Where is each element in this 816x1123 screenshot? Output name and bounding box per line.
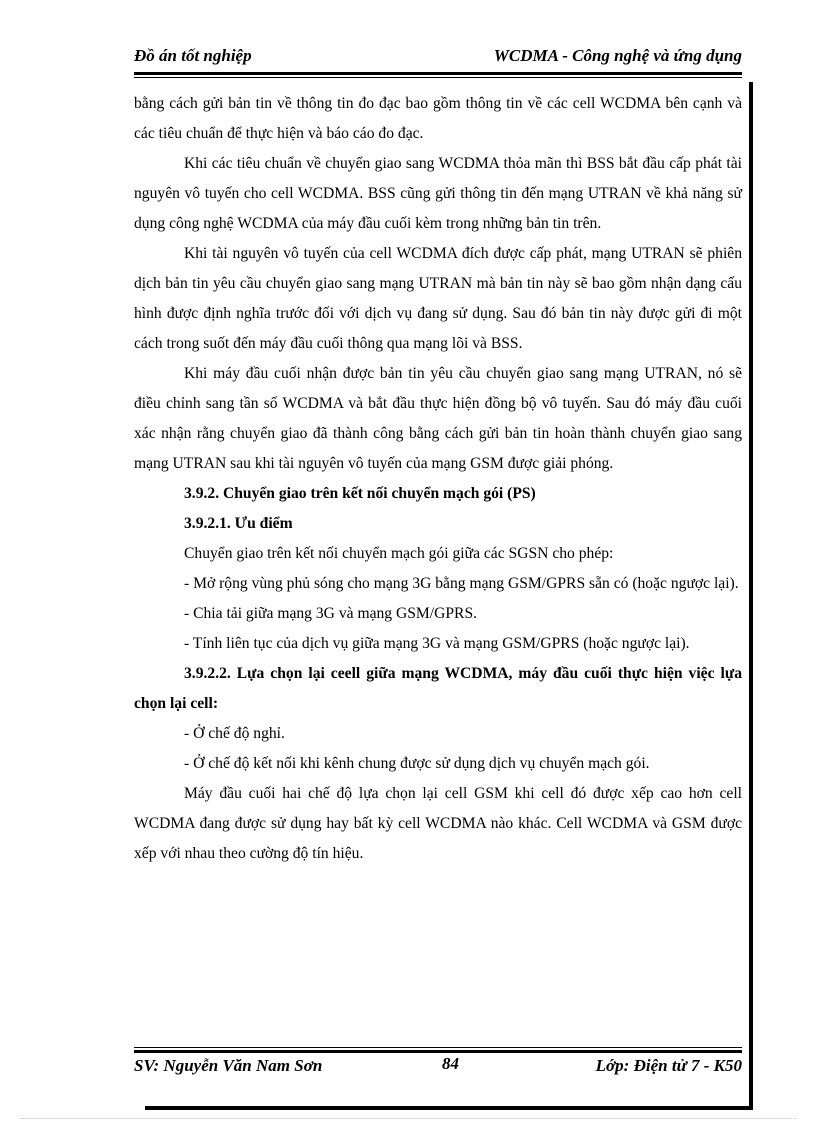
bullet-5: - Ở chế độ kết nối khi kênh chung được sử dụng dịch vụ chuyển mạch gói. [184,755,650,772]
footer-class-name: Lớp: Điện tử 7 - K50 [595,1056,742,1075]
header-title-left: Đồ án tốt nghiệp [134,46,252,65]
bullet-4: - Ở chế độ nghỉ. [184,725,285,742]
page-number: 84 [442,1054,459,1073]
footer-rule-thin [134,1047,742,1048]
page-footer [134,1054,742,1080]
section-heading-3-9-2-2: 3.9.2.2. Lựa chọn lại ceell giữa mạng WCDMA, máy đầu cuối thực hiện việc lựa chọn lại cell: [134,665,742,712]
page-body [134,89,742,869]
section-heading-3-9-2: 3.9.2. Chuyển giao trên kết nối chuyển mạch gói (PS) [184,485,536,502]
paragraph-4: Khi máy đầu cuối nhận được bản tin yêu cầu chuyển giao sang mạng UTRAN, nó sẽ điều chỉnh sang tần số WCDMA và bắt đầu thực hiện đồng bộ vô tuyến. Sau đó máy đầu cuối xác nhận rằng chuyển giao đã thành công bằng cách gửi bản tin hoàn thành chuyển giao sang mạng UTRAN sau khi tài nguyên vô tuyến của mạng GSM được giải phóng. [134,365,742,472]
bottom-dotted-line [20,1118,796,1119]
page-border-shadow-right [749,82,753,1110]
bullet-2: - Chia tải giữa mạng 3G và mạng GSM/GPRS. [184,605,478,622]
footer-student-name: SV: Nguyễn Văn Nam Sơn [134,1056,323,1075]
section-heading-3-9-2-1: 3.9.2.1. Ưu điểm [184,515,293,532]
paragraph-5: Chuyển giao trên kết nối chuyển mạch gói giữa các SGSN cho phép: [184,545,614,562]
paragraph-6: Máy đầu cuối hai chế độ lựa chọn lại cell GSM khi cell đó được xếp cao hơn cell WCDMA đang được sử dụng hay bất kỳ cell WCDMA nào khác. Cell WCDMA và GSM được xếp với nhau theo cường độ tín hiệu. [134,785,742,862]
paragraph-1: bằng cách gửi bản tin về thông tin đo đạc bao gồm thông tin về các cell WCDMA bên cạnh và các tiêu chuẩn để thực hiện và báo cáo đo đạc. [134,95,742,142]
bullet-1: - Mở rộng vùng phủ sóng cho mạng 3G bằng mạng GSM/GPRS sẵn có (hoặc ngược lại). [184,575,739,592]
bullet-3: - Tính liên tục của dịch vụ giữa mạng 3G và mạng GSM/GPRS (hoặc ngược lại). [184,635,690,652]
page-header [134,46,742,66]
header-title-right: WCDMA - Công nghệ và ứng dụng [493,46,742,65]
header-rule-thick [134,72,742,75]
paragraph-2: Khi các tiêu chuẩn về chuyển giao sang WCDMA thỏa mãn thì BSS bắt đầu cấp phát tài nguyên vô tuyến cho cell WCDMA. BSS cũng gửi thông tin đến mạng UTRAN về khả năng sử dụng công nghệ WCDMA của máy đầu cuối kèm trong những bản tin trên. [134,155,742,232]
footer-rule-thick [134,1050,742,1053]
page-border-shadow-bottom [145,1106,753,1110]
paragraph-3: Khi tài nguyên vô tuyến của cell WCDMA đích được cấp phát, mạng UTRAN sẽ phiên dịch bản tin yêu cầu chuyển giao sang mạng UTRAN mà bản tin này sẽ bao gồm nhận dạng cấu hình được định nghĩa trước đối với dịch vụ đang sử dụng. Sau đó bản tin này được gửi đi một cách trong suốt đến máy đầu cuối thông qua mạng lõi và BSS. [134,245,742,352]
header-rule-thin [134,77,742,78]
